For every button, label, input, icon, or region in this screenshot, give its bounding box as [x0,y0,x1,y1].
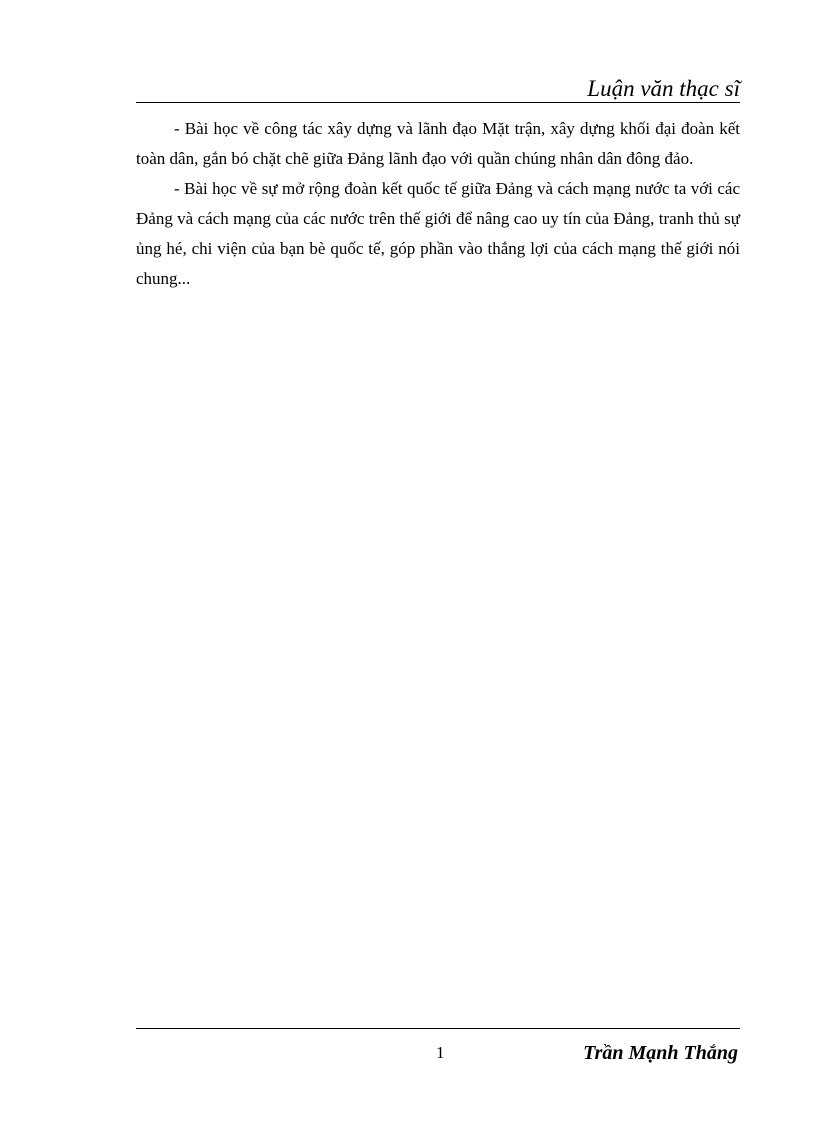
paragraph-front-building-lesson: - Bài học về công tác xây dựng và lãnh đạo Mặt trận, xây dựng khối đại đoàn kết toàn dân, gắn bó chặt chẽ giữa Đảng lãnh đạo với quần chúng nhân dân đông đảo. [136,119,740,168]
page-footer [136,1028,740,1069]
page-header [136,72,740,103]
document-body [136,114,740,294]
author-name: Trần Mạnh Thắng [583,1042,738,1064]
header-title: Luận văn thạc sĩ [587,76,740,101]
page-number: 1 [436,1043,445,1062]
paragraph-international-solidarity-lesson: - Bài học về sự mở rộng đoàn kết quốc tế giữa Đảng và cách mạng nước ta với các Đảng và cách mạng của các nước trên thế giới để nâng cao uy tín của Đảng, tranh thủ sự ủng hé, chi viện của bạn bè quốc tế, góp phần vào thắng lợi của cách mạng thế giới nói chung... [136,179,740,288]
